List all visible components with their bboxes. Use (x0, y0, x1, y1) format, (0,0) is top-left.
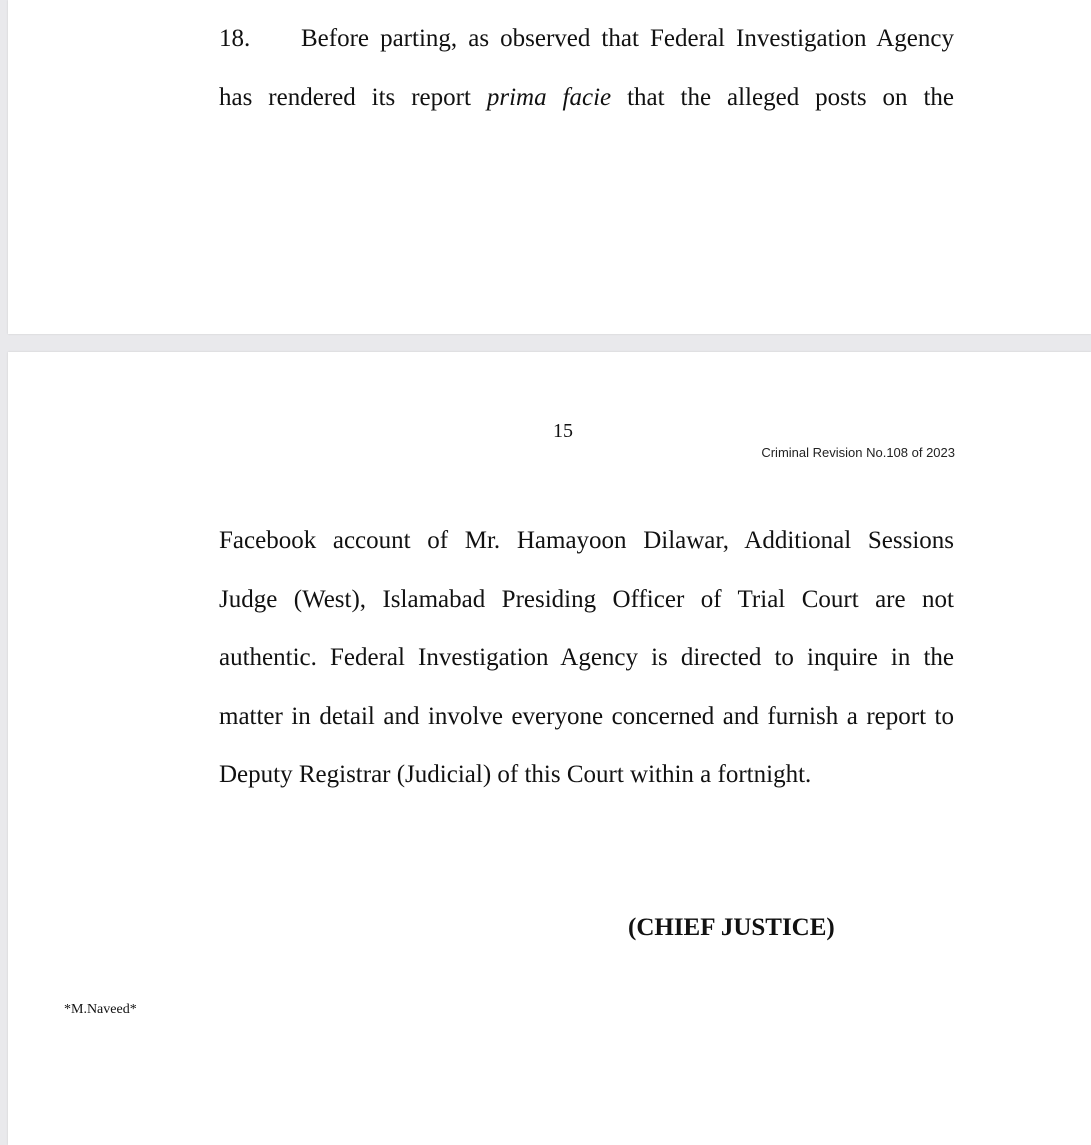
paragraph-line: matter in detail and involve everyone concerned and furnish a report to (219, 702, 954, 730)
signature-block: (CHIEF JUSTICE) (628, 914, 835, 941)
paragraph-18-continued (219, 512, 954, 805)
paragraph-text: Before parting, as observed that Federal Investigation Agency (301, 25, 954, 52)
italic-term: prima facie (486, 83, 612, 111)
case-reference-header: Criminal Revision No.108 of 2023 (761, 445, 955, 460)
paragraph-line: Judge (West), Islamabad Presiding Officer of Trial Court are not (219, 585, 954, 613)
paragraph-line: Facebook account of Mr. Hamayoon Dilawar, Additional Sessions (219, 527, 954, 554)
document-page-15 (8, 352, 1091, 1145)
paragraph-18 (219, 10, 954, 127)
document-page-14 (8, 0, 1091, 334)
paragraph-text: that the alleged posts on the (611, 83, 954, 111)
page-number: 15 (553, 420, 573, 442)
author-initials: *M.Naveed* (64, 1002, 137, 1017)
paragraph-line: authentic. Federal Investigation Agency is directed to inquire in the (219, 644, 954, 671)
paragraph-line: Deputy Registrar (Judicial) of this Court within a fortnight. (219, 761, 812, 788)
paragraph-number: 18. (219, 25, 251, 52)
paragraph-text: has rendered its report (219, 83, 487, 111)
paragraph-line (219, 69, 954, 128)
paragraph-line (219, 10, 954, 69)
